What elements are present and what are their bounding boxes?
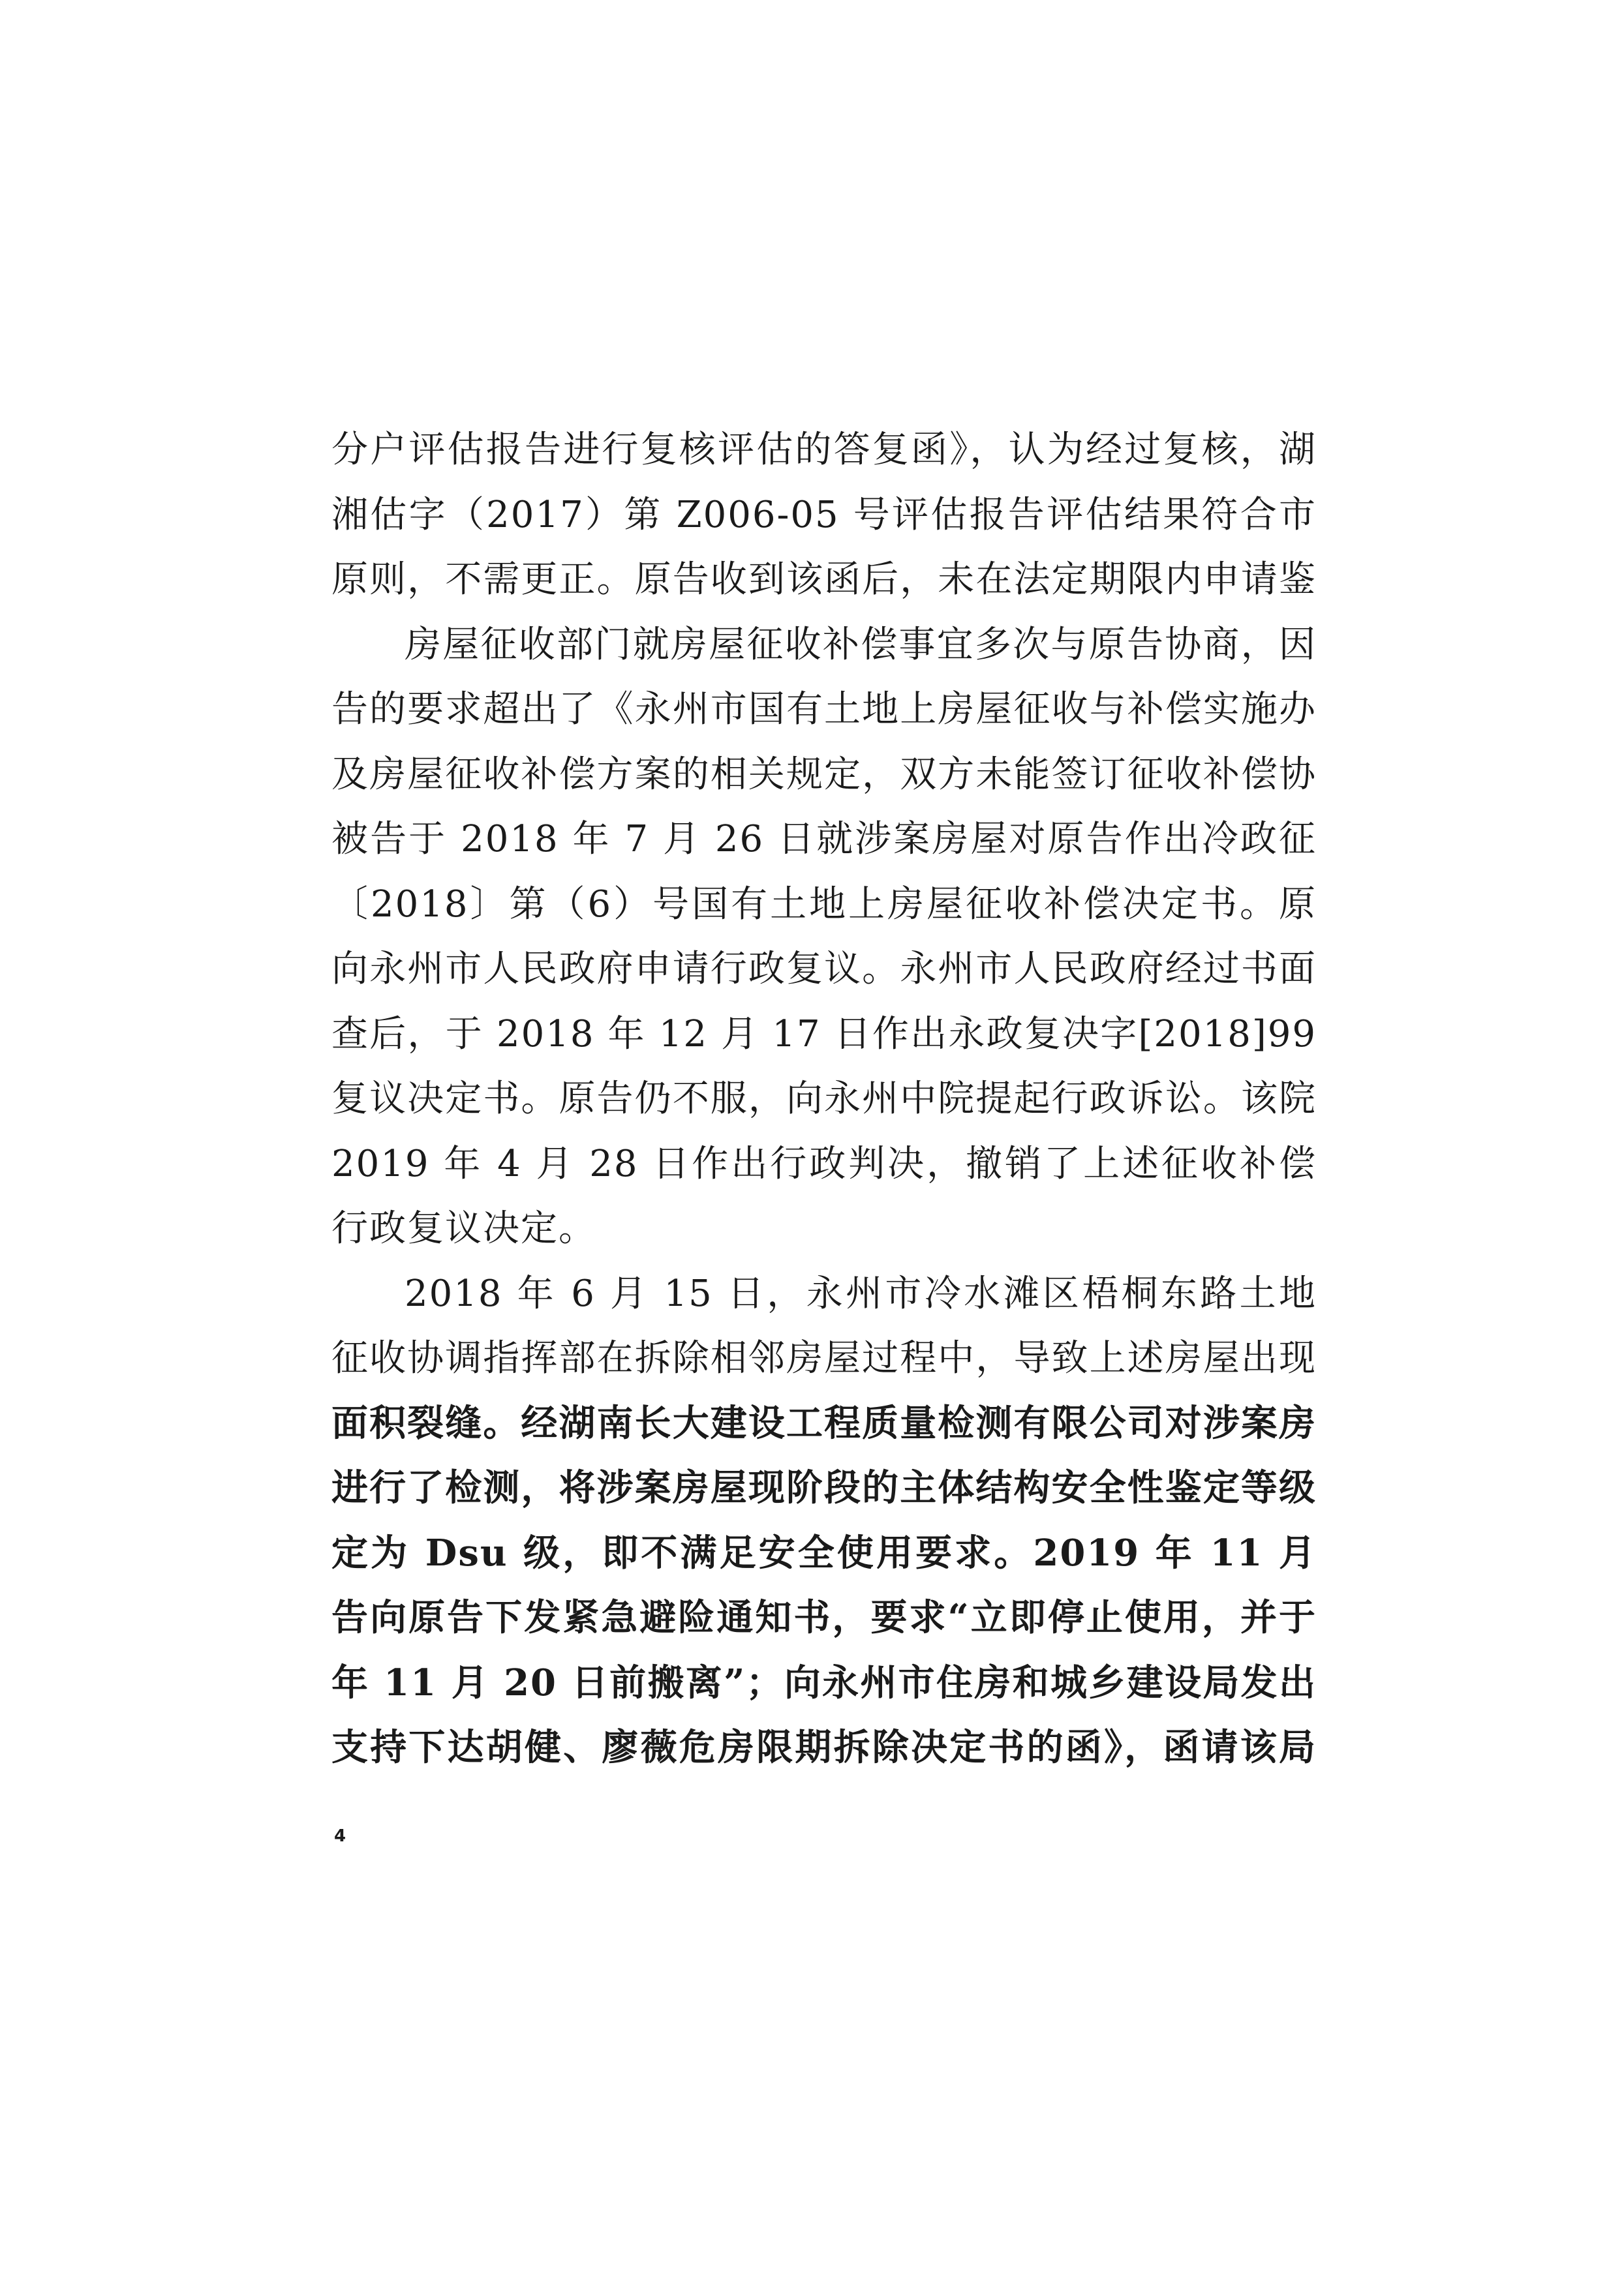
text-line-21: 支持下达胡健、廖薇危房限期拆除决定书的函》，函请该局 [331, 1726, 1317, 1769]
text-line-10: 查后，于 2018 年 12 月 17 日作出永政复决字[2018]99 [331, 1012, 1317, 1055]
text-line-2: 湘估字（2017）第 Z006-05 号评估报告评估结果符合市 [331, 493, 1317, 536]
text-line-7: 被告于 2018 年 7 月 26 日就涉案房屋对原告作出冷政征 [331, 818, 1317, 860]
text-line-4: 房屋征收部门就房屋征收补偿事宜多次与原告协商，因 [405, 623, 1317, 666]
text-line-18: 定为 Dsu 级，即不满足安全使用要求。2019 年 11 月 [331, 1531, 1317, 1575]
text-line-8: 〔2018〕第（6）号国有土地上房屋征收补偿决定书。原 [331, 883, 1317, 926]
page-number: 4 [334, 1826, 346, 1846]
text-line-6: 及房屋征收补偿方案的相关规定，双方未能签订征收补偿协 [331, 753, 1317, 796]
text-line-9: 向永州市人民政府申请行政复议。永州市人民政府经过书面 [331, 948, 1317, 990]
text-line-17: 进行了检测，将涉案房屋现阶段的主体结构安全性鉴定等级 [331, 1466, 1317, 1509]
text-line-3: 原则，不需更正。原告收到该函后，未在法定期限内申请鉴 [331, 558, 1317, 601]
text-line-12: 2019 年 4 月 28 日作出行政判决，撤销了上述征收补偿 [331, 1142, 1317, 1185]
text-line-11: 复议决定书。原告仍不服，向永州中院提起行政诉讼。该院 [331, 1078, 1317, 1120]
text-line-13: 行政复议决定。 [331, 1207, 596, 1250]
text-line-1: 分户评估报告进行复核评估的答复函》，认为经过复核，湖 [331, 429, 1317, 471]
text-line-15: 征收协调指挥部在拆除相邻房屋过程中，导致上述房屋出现 [331, 1337, 1317, 1380]
text-line-20: 年 11 月 20 日前搬离”；向永州市住房和城乡建设局发出 [331, 1661, 1317, 1704]
document-body [331, 417, 1317, 1781]
text-line-5: 告的要求超出了《永州市国有土地上房屋征收与补偿实施办 [331, 688, 1317, 731]
text-line-14: 2018 年 6 月 15 日，永州市冷水滩区梧桐东路土地 [405, 1272, 1317, 1315]
text-line-19: 告向原告下发紧急避险通知书，要求“立即停止使用，并于 [331, 1596, 1317, 1639]
text-line-16: 面积裂缝。经湖南长大建设工程质量检测有限公司对涉案房 [331, 1401, 1317, 1445]
